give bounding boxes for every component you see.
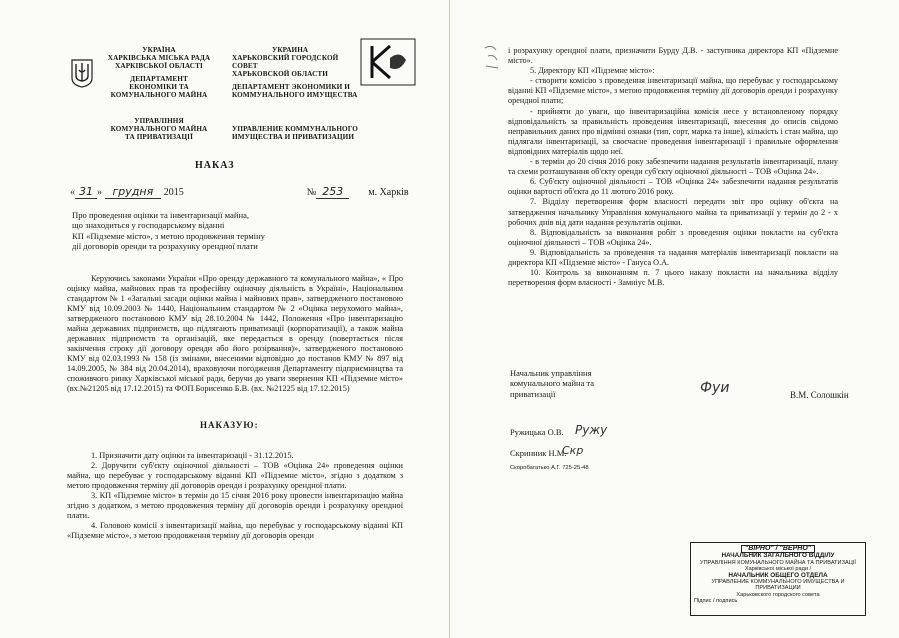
- header-upr-ua-2: КОМУНАЛЬНОГО МАЙНА: [110, 125, 208, 133]
- order-item: 3. КП «Підземне місто» в термін до 15 січня 2016 року провести інвентаризацію майна згідно з додатком, з метою продовження терміну дії договорів оренди і розрахунку орендної плати.: [67, 491, 403, 520]
- approver-2-signature: Скр: [562, 444, 584, 457]
- header-country-ua: УКРАЇНА: [142, 46, 176, 54]
- date-day: 31: [75, 185, 97, 199]
- approver-2: Скринник Н.М.: [510, 448, 567, 458]
- head-signature: Фуи: [700, 380, 730, 396]
- stamp-line: УПРАВЛЕНИЕ КОММУНАЛЬНОГО ИМУЩЕСТВА И ПРИВАТИЗАЦИИ: [711, 579, 845, 592]
- header-dept-ru-1: ДЕПАРТАМЕНТ ЭКОНОМИКИ И: [232, 83, 350, 91]
- signature-title-line: Начальник управління: [510, 368, 592, 378]
- header-upr-ua-3: ТА ПРИВАТИЗАЦІЇ: [125, 133, 193, 141]
- order-item-5: 5. Директору КП «Підземне місто»:: [530, 66, 655, 76]
- header-upr-ru-2: ИМУЩЕСТВА И ПРИВАТИЗАЦИИ: [232, 133, 355, 141]
- order-item-6: 6. Суб'єкту оціночної діяльності – ТОВ «Оцінка 24» забезпечити надання результатів оцінки вартості об'єкта до 11 лютого 2016 року.: [508, 177, 838, 197]
- approver-1: Ружицька О.В.: [510, 427, 564, 437]
- order-heading: НАКАЗУЮ:: [200, 420, 259, 430]
- header-country-ru: УКРАИНА: [272, 46, 309, 54]
- signature-title-line: приватизації: [510, 388, 556, 399]
- order-item: 4. Головою комісії з інвентаризації майна, що перебуває у господарському віданні КП «Підземне місто», з метою продовження терміну дії договорів оренди: [67, 521, 403, 540]
- trident-coat-of-arms-icon: [70, 58, 94, 88]
- order-item-7: 7. Відділу перетворення форм власності передати звіт про оцінку об'єкта на затвердження начальнику Управління комунального майна та приватизації у термін до 2 - х робочих днів від дати надання результатів оцінки.: [508, 197, 838, 227]
- date-open: «: [70, 187, 75, 198]
- stamp-line: НАЧАЛЬНИК ОБЩЕГО ОТДЕЛА: [728, 571, 828, 579]
- order-item: 1. Призначити дату оцінки та інвентаризації - 31.12.2015.: [91, 451, 294, 460]
- order-item: 2. Доручити суб'єкту оціночної діяльності – ТОВ «Оцінка 24» проведення оцінки майна, що перебуває у господарському віданні КП «Підземне місто», згідно з додатком з метою продовження терміну дії договорів оренди і розрахунку орендної плати.: [67, 461, 403, 490]
- number-prefix: №: [306, 187, 317, 198]
- signature-title-line: комунального майна та: [510, 378, 595, 389]
- order-item-10: 10. Контроль за виконанням п. 7 цього наказу покласти на начальника відділу перетворення форм власності - Замніус М.В.: [508, 268, 838, 288]
- continuation-text: і розрахунку орендної плати, призначити Бурду Д.В. - заступника директора КП «Підземне місто».: [508, 46, 838, 66]
- kharkiv-logo-icon: [360, 38, 416, 86]
- header-upr-ru-1: УПРАВЛЕНИЕ КОММУНАЛЬНОГО: [232, 125, 358, 133]
- header-council-ua: ХАРКІВСЬКА МІСЬКА РАДА: [107, 54, 211, 62]
- header-ua: [104, 46, 214, 141]
- order-items-right: [508, 46, 838, 288]
- preamble: [67, 274, 403, 394]
- date-month: грудня: [105, 185, 162, 199]
- date-year: 2015: [163, 187, 184, 198]
- stamp-line: Підпис / подпись: [694, 598, 738, 605]
- header-region-ru: ХАРЬКОВСКОЙ ОБЛАСТИ: [232, 70, 328, 78]
- order-item-9: 9. Відповідальність за проведення та надання матеріалів інвентаризації покласти на директора КП «Підземне місто» - Гануса О.А.: [508, 247, 838, 267]
- approver-1-signature: Ружу: [575, 423, 608, 437]
- stamp-line: НАЧАЛЬНИК ЗАГАЛЬНОГО ВІДДІЛУ: [721, 552, 835, 560]
- header-council-ru: ХАРЬКОВСКИЙ ГОРОДСКОЙ СОВЕТ: [232, 54, 339, 70]
- date-close: »: [97, 187, 102, 198]
- stamp-line: Харьковского городского совета: [736, 591, 820, 598]
- order-number: 253: [316, 185, 349, 199]
- subject: [72, 210, 322, 251]
- date-line: [70, 185, 410, 198]
- order-items-left: [67, 451, 403, 541]
- city: м. Харків: [368, 187, 409, 198]
- stamp-line: УПРАВЛІННЯ КОМУНАЛЬНОГО МАЙНА ТА ПРИВАТИЗАЦІЇ: [700, 559, 856, 566]
- executor-line: Скоробагатько А.Г. 725-25-48: [510, 465, 589, 471]
- header-ru: [232, 46, 362, 141]
- subject-line: Про проведення оцінки та інвентаризації майна,: [72, 210, 250, 220]
- document-title: НАКАЗ: [195, 160, 235, 171]
- order-item-5a: - створити комісію з проведення інвентаризації майна, що перебуває у господарському віданні КП «Підземне місто», з метою продовження терміну дії договорів оренди і розрахунку орендної плати;: [508, 76, 838, 106]
- handwritten-mark-icon: [482, 42, 502, 72]
- header-region-ua: ХАРКІВСЬКОЇ ОБЛАСТІ: [115, 62, 203, 70]
- header-dept-ru-2: КОММУНАЛЬНОГО ИМУЩЕСТВА: [232, 91, 358, 99]
- header-dept-ua-2: ЕКОНОМІКИ ТА: [129, 83, 189, 91]
- order-item-8: 8. Відповідальність за виконання робіт з проведення оцінки покласти на суб'єкта оціночної діяльності – ТОВ «Оцінка 24».: [508, 227, 838, 247]
- subject-line: дії договорів оренди та розрахунку орендної плати: [72, 240, 258, 251]
- order-item-5b: - прийняти до уваги, що інвентаризаційна комісія несе у встановленому порядку відповідальність за правильність проведення інвентаризації, внесення до описів свідомо неправильних даних про відмінні ознаки (тип, сорт, марка та інше), кількість і стан майна, що підлягали інвентаризації, за своєчасне проведення інвентаризації і правильне оформлення відповідних матеріалів щодо неї.: [508, 106, 838, 156]
- header-dept-ua-1: ДЕПАРТАМЕНТ: [130, 75, 188, 83]
- signature-block: [510, 368, 594, 399]
- order-item-5c: - в термін до 20 січня 2016 року забезпечити надання результатів інвентаризації, плану та схеми розташування об'єкту оренди суб'єкту оціночної діяльності – ТОВ «Оцінка 24».: [508, 157, 838, 177]
- header-upr-ua-1: УПРАВЛІННЯ: [134, 117, 184, 125]
- signatory-name: В.М. Солошкін: [790, 390, 849, 400]
- stamp-verno: "ВІРНО" / "ВЕРНО": [741, 545, 815, 553]
- subject-line: що знаходиться у господарському віданні: [72, 220, 225, 231]
- preamble-text: Керуючись законами України «Про оренду державного та комунального майна», « Про оцінку майна, майнових прав та професійну оціночну діяльність в Україні», Національним стандартом № 1 «Загальні засади оцінки майна і майнових прав», затвердженого постановою КМУ від 10.09.2003 № 1440, Національним стандартом № 2 «Оцінка нерухомого майна», затвердженого постановою КМУ від 28.10.2004 № 1442, Положення «Про інвентаризацію майна державних підприємств, що підлягають приватизації (корпоратизації), а також майна державних підприємств та організацій, яке передається в оренду (повертається після закінчення строку дії договору оренди або його розірвання)», затвердженого постановою КМУ від 02.03.1993 № 158 (із змінами, внесеними відповідно до постанов КМУ № 897 від 14.09.2005, № 384 від 20.04.2014), враховуючи погодження Департаменту підприємництва та споживчого ринку Харківської міської ради, беручи до уваги звернення КП «Підземне місто» (вх.№21205 від 17.12.2015) та ФОП Борисенко Б.В. (вх. №21225 від 17.12.2015): [67, 274, 403, 393]
- header-dept-ua-3: КОМУНАЛЬНОГО МАЙНА: [110, 91, 208, 99]
- subject-line: КП «Підземне місто», з метою продовження терміну: [72, 230, 265, 241]
- certification-stamp: [690, 542, 866, 616]
- stamp-line: Харківської міської ради /: [744, 566, 812, 573]
